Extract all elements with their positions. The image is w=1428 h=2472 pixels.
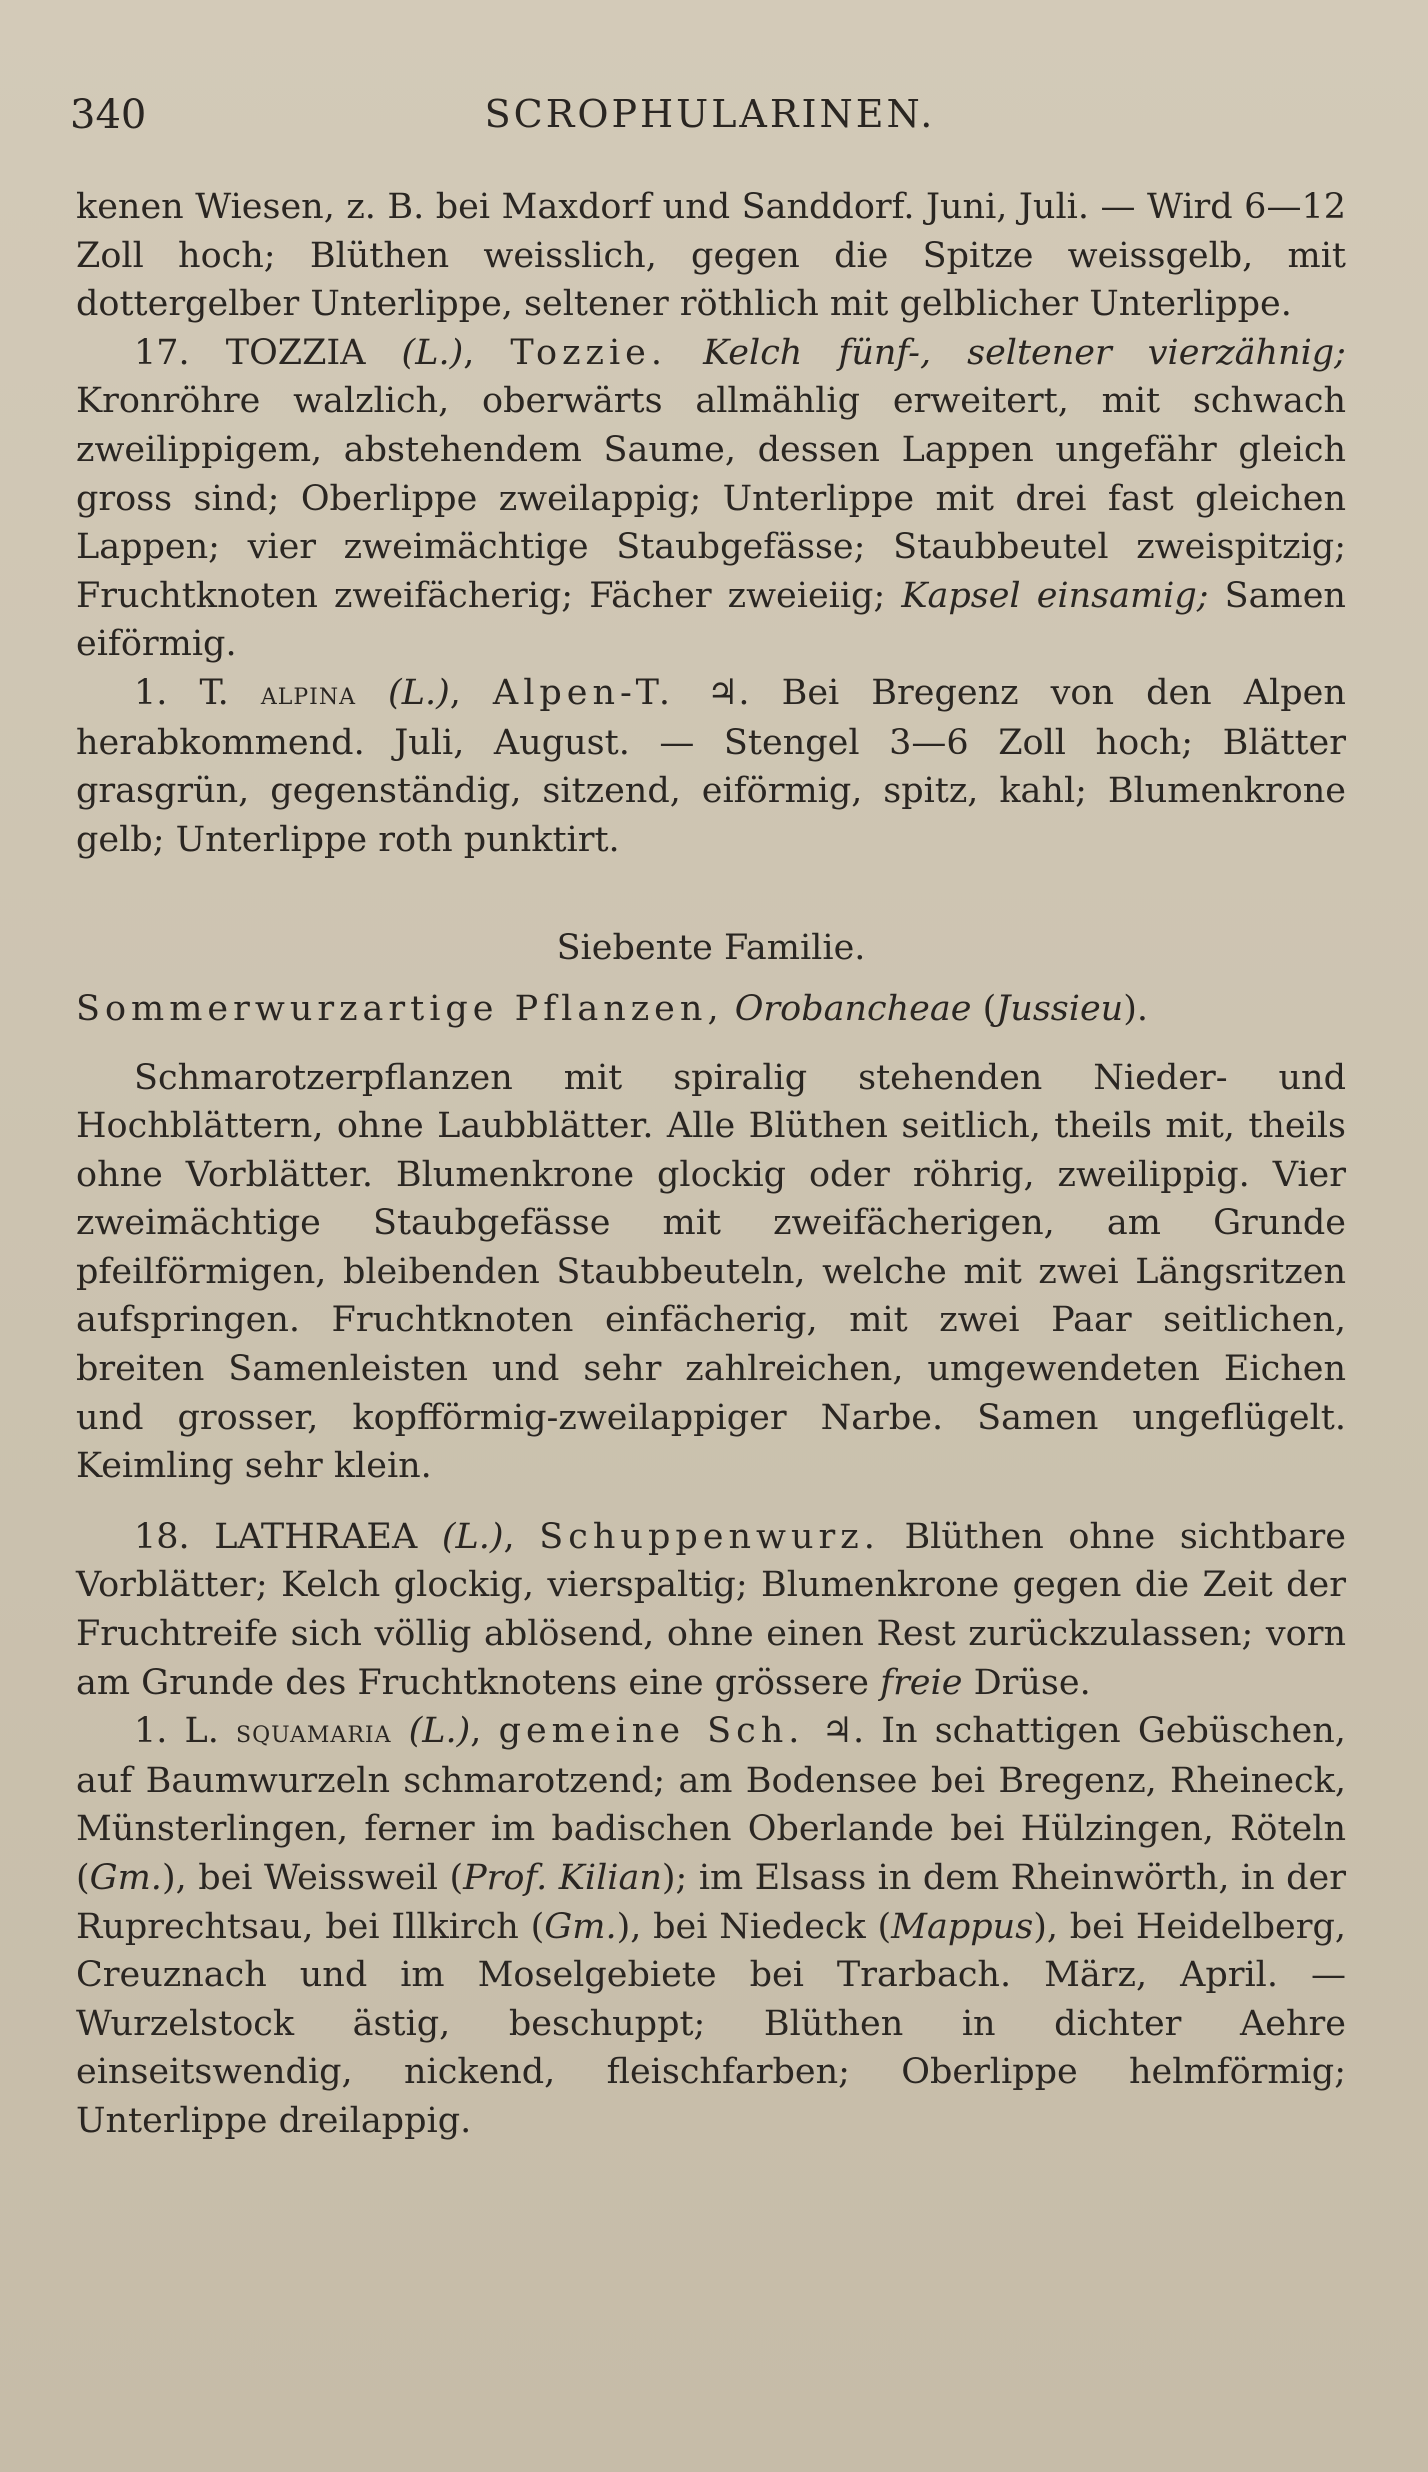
paragraph-continued: kenen Wiesen, z. B. bei Maxdorf und Sanddorf. Juni, Juli. — Wird 6—12 Zoll hoch; Blüthen weisslich, gegen die Spitze weissgelb, mit dottergelber Unterlippe, seltener röthlich mit gelblicher Unterlippe.	[76, 187, 1346, 325]
genus-description: Kronröhre walzlich, oberwärts allmählig erweitert, mit schwach zweilippigem, abstehendem Saume, dessen Lappen ungefähr gleich gross sind; Oberlippe zweilappig; Unterlippe mit drei fast gleichen Lappen; vier zweimächtige Staubgefässe; Staubbeutel zweispitzig; Fruchtknoten zweifächerig; Fächer zweieiig;	[76, 381, 1346, 616]
species-number: 1. T.	[134, 672, 229, 713]
species-description: In schattigen Gebüschen, auf Baumwurzeln schmarotzend; am Bodensee bei Bregenz, Rheineck, Münsterlingen, ferner im badischen Oberlande bei Hülzingen, Röteln (	[76, 1711, 1346, 1898]
species-description: Bei Bregenz von den Alpen herabkommend. Juli, August. — Stengel 3—6 Zoll hoch; Blätter grasgrün, gegenständig, sitzend, eiförmig, spitz, kahl; Blumenkrone gelb; Unterlippe roth punktirt.	[76, 672, 1346, 860]
family-title: Siebente Familie.	[556, 928, 866, 969]
species-german-name: gemeine Sch.	[498, 1711, 805, 1752]
genus-description: Blüthen ohne sichtbare Vorblätter; Kelch glockig, vierspaltig; Blumenkrone gegen die Zeit der Fruchtreife sich völlig ablösend, ohne einen Rest zurückzulassen; vorn am Grunde des Fruchtknotens eine grössere	[76, 1516, 1346, 1703]
body-text	[76, 183, 1346, 2146]
genus-diagnosis-italic: freie	[880, 1662, 963, 1703]
genus-name: TOZZIA	[225, 332, 366, 373]
family-description: Schmarotzerpflanzen mit spiralig stehenden Nieder- und Hochblättern, ohne Laubblätter. Alle Blüthen seitlich, theils mit, theils ohne Vorblätter. Blumenkrone glockig oder röhrig, zweilippig. Vier zweimächtige Staubgefässe mit zweifächerigen, am Grunde pfeilförmigen, bleibenden Staubbeuteln, welche mit zwei Längsritzen aufspringen. Fruchtknoten einfächerig, mit zwei Paar seitlichen, breiten Samenleisten und sehr zahlreichen, umgewendeten Eichen und grosser, kopfförmig-zweilappiger Narbe. Samen ungeflügelt. Keimling sehr klein.	[76, 1057, 1346, 1487]
family-author: Jussieu	[996, 988, 1124, 1029]
species-name: squamaria	[236, 1714, 392, 1751]
genus-diagnosis-italic-2: Kapsel einsamig;	[901, 575, 1209, 616]
species-tozzia-alpina: 1. T. alpina (L.), Alpen-T. ♃. Bei Bregenz von den Alpen herabkommend. Juli, August. — Stengel 3—6 Zoll hoch; Blätter grasgrün, gegenständig, sitzend, eiförmig, spitz, kahl; Blumenkrone gelb; Unterlippe roth punktirt.	[76, 672, 1346, 860]
species-author: (L.)	[388, 672, 450, 713]
genus-german-name: Tozzie.	[510, 332, 668, 373]
collector-reference: Mappus	[891, 1906, 1034, 1947]
species-author: (L.)	[408, 1711, 471, 1752]
genus-number: 18.	[134, 1516, 190, 1557]
perennial-symbol: ♃.	[821, 1711, 865, 1752]
genus-author: (L.)	[401, 332, 464, 373]
genus-lathraea: 18. LATHRAEA (L.), Schuppenwurz. Blüthen ohne sichtbare Vorblätter; Kelch glockig, vierspaltig; Blumenkrone gegen die Zeit der Fruchtreife sich völlig ablösend, ohne einen Rest zurückzulassen; vorn am Grunde des Fruchtknotens eine grössere freie Drüse.	[76, 1516, 1346, 1703]
genus-german-name: Schuppenwurz.	[539, 1516, 880, 1557]
family-subtitle: Sommerwurzartige Pflanzen, Orobancheae (Jussieu).	[76, 988, 1148, 1029]
species-name: alpina	[260, 675, 356, 712]
species-description-4: ), bei Niedeck (	[616, 1906, 892, 1947]
page-number: 340	[70, 92, 147, 138]
collector-reference: Gm.	[89, 1858, 162, 1898]
species-number: 1. L.	[134, 1711, 219, 1752]
species-description-2: ), bei Weissweil (	[161, 1858, 464, 1898]
species-description-5: ), bei Heidelberg, Creuznach und im Moselgebiete bei Trarbach. März, April. — Wurzelstock ästig, beschuppt; Blüthen in dichter Aehre einseitswendig, nickend, fleischfarben; Oberlippe helmförmig; Unterlippe dreilappig.	[76, 1906, 1347, 2141]
genus-description-end: Drüse.	[973, 1662, 1091, 1703]
collector-reference: Gm.	[544, 1906, 617, 1947]
species-description-3: ); im Elsass in dem Rheinwörth, in der Ruprechtsau, bei Illkirch (	[76, 1858, 1346, 1947]
family-latin-name: Orobancheae	[734, 988, 972, 1029]
page-header	[70, 92, 1350, 152]
genus-number: 17.	[134, 332, 190, 373]
collector-reference: Prof. Kilian	[463, 1858, 662, 1898]
perennial-symbol: ♃.	[707, 672, 750, 713]
species-german-name: Alpen-T.	[492, 672, 675, 713]
running-head: SCROPHULARINEN.	[484, 92, 936, 136]
genus-diagnosis-italic: Kelch fünf-, seltener vierzähnig;	[703, 332, 1346, 373]
species-lathraea-squamaria: 1. L. squamaria (L.), gemeine Sch. ♃. In schattigen Gebüschen, auf Baumwurzeln schmarotzend; am Bodensee bei Bregenz, Rheineck, Münsterlingen, ferner im badischen Oberlande bei Hülzingen, Röteln (Gm.), bei Weissweil (Prof. Kilian); im Elsass in dem Rheinwörth, in der Ruprechtsau, bei Illkirch (Gm.), bei Niedeck (Mappus), bei Heidelberg, Creuznach und im Moselgebiete bei Trarbach. März, April. — Wurzelstock ästig, beschuppt; Blüthen in dichter Aehre einseitswendig, nickend, fleischfarben; Oberlippe helmförmig; Unterlippe dreilappig.	[76, 1711, 1347, 2141]
genus-tozzia: 17. TOZZIA (L.), Tozzie. Kelch fünf-, seltener vierzähnig; Kronröhre walzlich, oberwärts allmählig erweitert, mit schwach zweilippigem, abstehendem Saume, dessen Lappen ungefähr gleich gross sind; Oberlippe zweilappig; Unterlippe mit drei fast gleichen Lappen; vier zweimächtige Staubgefässe; Staubbeutel zweispitzig; Fruchtknoten zweifächerig; Fächer zweieiig; Kapsel einsamig; Samen eiförmig.	[76, 332, 1346, 665]
genus-name: LATHRAEA	[214, 1516, 418, 1557]
genus-author: (L.)	[441, 1516, 504, 1557]
genus-description-end: Samen eiförmig.	[76, 575, 1346, 665]
family-german-name: Sommerwurzartige Pflanzen,	[76, 988, 724, 1029]
